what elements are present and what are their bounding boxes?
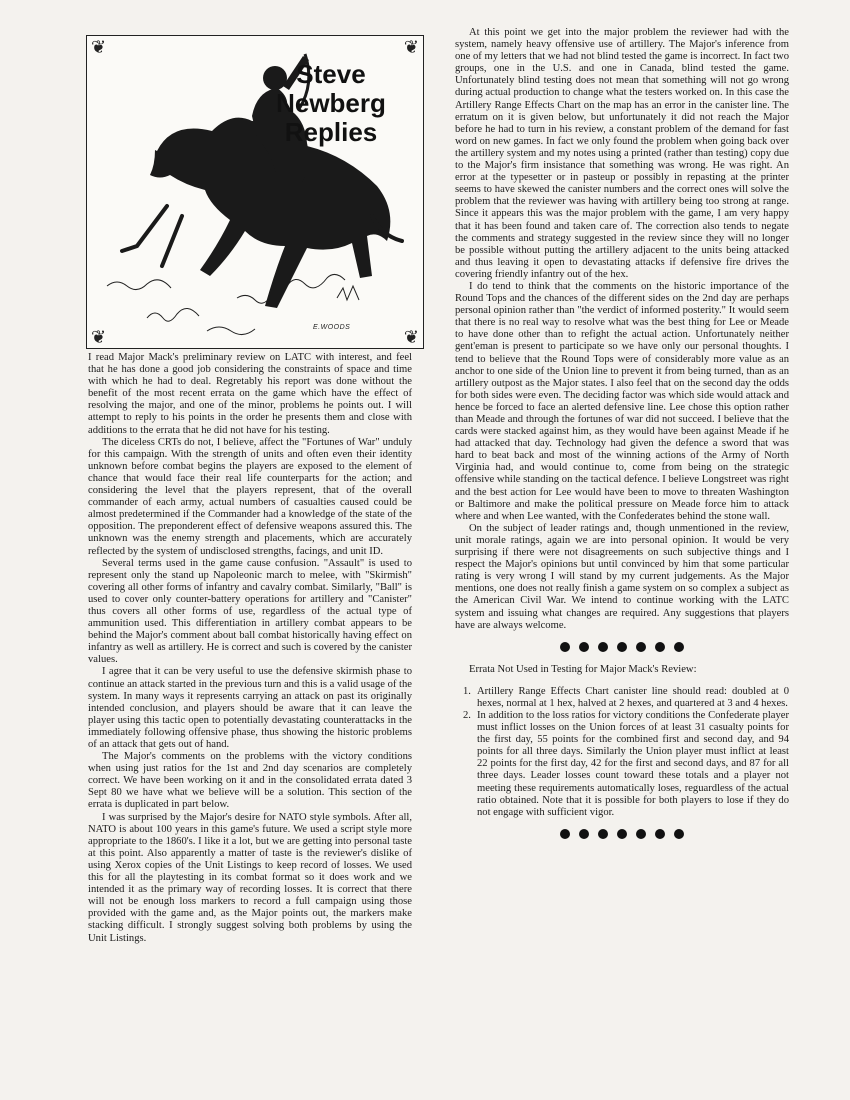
- corner-leaf-icon: ❦: [91, 327, 107, 347]
- bullet-dot-icon: [579, 829, 589, 839]
- errata-list: [455, 686, 789, 819]
- article-title: Steve Newberg Replies: [276, 59, 386, 147]
- paragraph: I was surprised by the Major's desire for NATO style symbols. After all, NATO is about 100 years in this game's future. We used a script style more appropriate to the 1860's. I like it a lot, but we are getting into personal taste at this point. Also apparently a matter of taste is the reviewer's dislike of using Xerox copies of the Unit Listings to keep record of losses. We used this for all the playtesting in its combat format so it does work and we intended it as the primary way of recording losses. It is correct that there will not be enough loss markers to record a full campaign using those provided with the game and, as the Major points out, the markers make stacking difficult. I strongly suggest solving both problems by using the Unit Listings.: [88, 811, 412, 944]
- paragraph: The Major's comments on the problems with the victory conditions when using just ratios for the 1st and 2nd day scenarios are completely correct. We have been working on it and in the consolidated errata dated 3 Sept 80 we have what we believe will be a solution. This section of the errata is duplicated in part below.: [88, 751, 412, 811]
- artist-signature: E.WOODS: [313, 324, 351, 331]
- errata-number: 1.: [463, 685, 471, 697]
- bullet-dot-icon: [560, 829, 570, 839]
- bullet-dot-icon: [598, 829, 608, 839]
- bullet-dot-icon: [636, 829, 646, 839]
- paragraph: I read Major Mack's preliminary review on LATC with interest, and feel that he has done a good job considering the constraints of space and time with which he had to deal. Regretably his report was done without the benefit of the most recent errata on the game which have the effect of resolving the major, and one of the minor, problems he points out. I will attempt to reply to his points in the order he presents them and close with additions to the errata that he did not have for his testing.: [88, 352, 412, 436]
- bullet-dot-icon: [579, 642, 589, 652]
- bullet-dot-icon: [560, 642, 570, 652]
- bullet-dot-icon: [598, 642, 608, 652]
- illustration-box: [86, 35, 424, 349]
- errata-text: Artillery Range Effects Chart canister line should read: doubled at 0 hexes, normal at 1 hex, halved at 2 hexes, and quartered at 3 and 4 hexes.: [477, 685, 789, 709]
- bullet-dot-icon: [655, 829, 665, 839]
- bullet-dot-icon: [674, 829, 684, 839]
- paragraph: The diceless CRTs do not, I believe, affect the "Fortunes of War" unduly for this campaign. With the strength of units and often even their identity unknown before combat begins the players are exposed to the element of chance that would face their real life counterparts for the action; and considering the level that the players represent, that of the overall commander of each army, actual numbers of casualties caused could be almost predetermined if the Commander had a knowledge of the state of the opposition. The preponderent effect of defensive weapons assured this. The unknown was the enemy strength and placements, which are accurately reflected by the system of undisclosed strengths, facings, and unit ID.: [88, 436, 412, 557]
- paragraph: On the subject of leader ratings and, though unmentioned in the review, unit morale ratings, again we are into personal opinion. It would be very surprising if there were not disagreements on such subjective things and I respect the Major's opinions but until convinced by him that some particular rating is very wrong I will stand by my current judgements. As the Major mentions, one does not really finish a game system on so complex a subject as the American Civil War. We intend to continue working with the LATC system and issuing what changes are required. Any suggestions that players have are always welcome.: [455, 522, 789, 631]
- section-divider-dots: [455, 829, 789, 839]
- corner-leaf-icon: ❦: [403, 37, 419, 57]
- errata-text: In addition to the loss ratios for victory conditions the Confederate player must inflict losses on the Union forces of at least 31 casualty points for the first day, 55 points for the combined first and second day, and 94 points for all three days. Similarly the Union player must inflict at least 22 points for the first day, 42 for the first and second days, and 87 for all three days. Leader losses count toward these totals and a player not meeting these requirements automatically loses, reguardless of the actual ratio obtained. Note that it is possible for both players to lose if they do not engage with sufficient vigor.: [477, 709, 789, 818]
- errata-item: [455, 686, 789, 710]
- paragraph: Several terms used in the game cause confusion. "Assault" is used to represent only the stand up Napoleonic march to melee, with "Skirmish" covering all other forms of infantry and cavalry combat. Similarly, "Ball" is used to cover only counter-battery operations for artillery and "Canister" thus covers all other forms of use, regardless of the actual type of ammunition used. This differentiation in artillery combat appears to be behind the Major's comment about ball combat historically having effect on infantry as well as artillery. He is correct and such is covered by the canister values.: [88, 557, 412, 666]
- corner-leaf-icon: ❦: [91, 37, 107, 57]
- left-column: [88, 352, 412, 945]
- paragraph: I agree that it can be very useful to use the defensive skirmish phase to continue an attack started in the previous turn and this is a valid usage of the system. In many ways it represents carrying an attack on past its originally intended conclusion, and players should be aware that it can leave the player using this tactic open to potentially devastating counterattacks in the immediately following offensive phase, thus showing the historic problems of an attack that gets out of hand.: [88, 666, 412, 750]
- bullet-dot-icon: [674, 642, 684, 652]
- corner-leaf-icon: ❦: [403, 327, 419, 347]
- bullet-dot-icon: [655, 642, 665, 652]
- bullet-dot-icon: [636, 642, 646, 652]
- right-column: [455, 27, 789, 851]
- errata-number: 2.: [463, 709, 471, 721]
- errata-item: [455, 710, 789, 819]
- paragraph: I do tend to think that the comments on the historic importance of the Round Tops and the chances of the different sides on the 2nd day are perhaps personal opinion rather than "the verdict of informed posterity." It would seem that there is no real way to resolve what was the best thing for Lee or Meade to have done other than to refight the actual action. Unfortunately neither gent'eman is present to participate so we have only our personal thoughts. I tend to believe that the Round Tops were of considerably more value as an anchor to one side of the Union line to prevent it from being turned, than as an artillery outpost as the Major states. I also feel that on the second day the odds for both sides were even. The deciding factor was which side would attack and hence be forced to face an alerted defensive line. Lee chose this option rather than Meade and through the fortunes of war did not succeed. I believe that the cards were stacked against him, as they would have been against Meade if he had attacked that day. Technology had given the defence a sword that was hard to beat back and most of the winning actions of the Army of North Virginia had, and would continue to, come from being on the strategic offensive while standing on the tactical defence. I believe Longstreet was right and the best action for Lee would have been to move to threaten Washington or Baltimore and make the political pressure on Meade force him to attack where and when Lee wanted, with the Confederates behind the stone wall.: [455, 280, 789, 522]
- section-divider-dots: [455, 642, 789, 652]
- bullet-dot-icon: [617, 829, 627, 839]
- paragraph: At this point we get into the major problem the reviewer had with the system, namely heavy offensive use of artillery. The Major's inference from one of my letters that we had not blind tested the game is incorrect. In fact two groups, one in the U.S. and one in Canada, blind tested the game. Unfortunately blind testing does not mean that something will not go wrong during actual production to change what the testers worked on. In this case the Artillery Range Effects Chart on the map has an error in the canister line. The erratum on it is given below, but unfortunately it did not reach the Major before he had to turn in his review, a constant problem of the demand for fast word on new games. In fact we only found the problem when going back over the artillery system and my notes using a printed (rather than testing) copy due to the Major's firm insistance that something was wrong. He was right. An error at the typesetter or in pasteup or possibly in repasting at the printer seems to have skewed the canister numbers and the correct ones will solve the problem that the reviewer was having with artillery being too strong at range. Since it appears this was the major problem with the game, I am very happy that it has been found and taken care of. The correction also tends to negate the comments and strategy suggested in the review since they will no longer be possible without putting the artillery adjacent to the units being attacked and thus leaving it open to devastating attacks if defensive fire drives the covering friendly infantry out of the hex.: [455, 27, 789, 280]
- errata-heading: Errata Not Used in Testing for Major Mack's Review:: [469, 663, 697, 675]
- bullet-dot-icon: [617, 642, 627, 652]
